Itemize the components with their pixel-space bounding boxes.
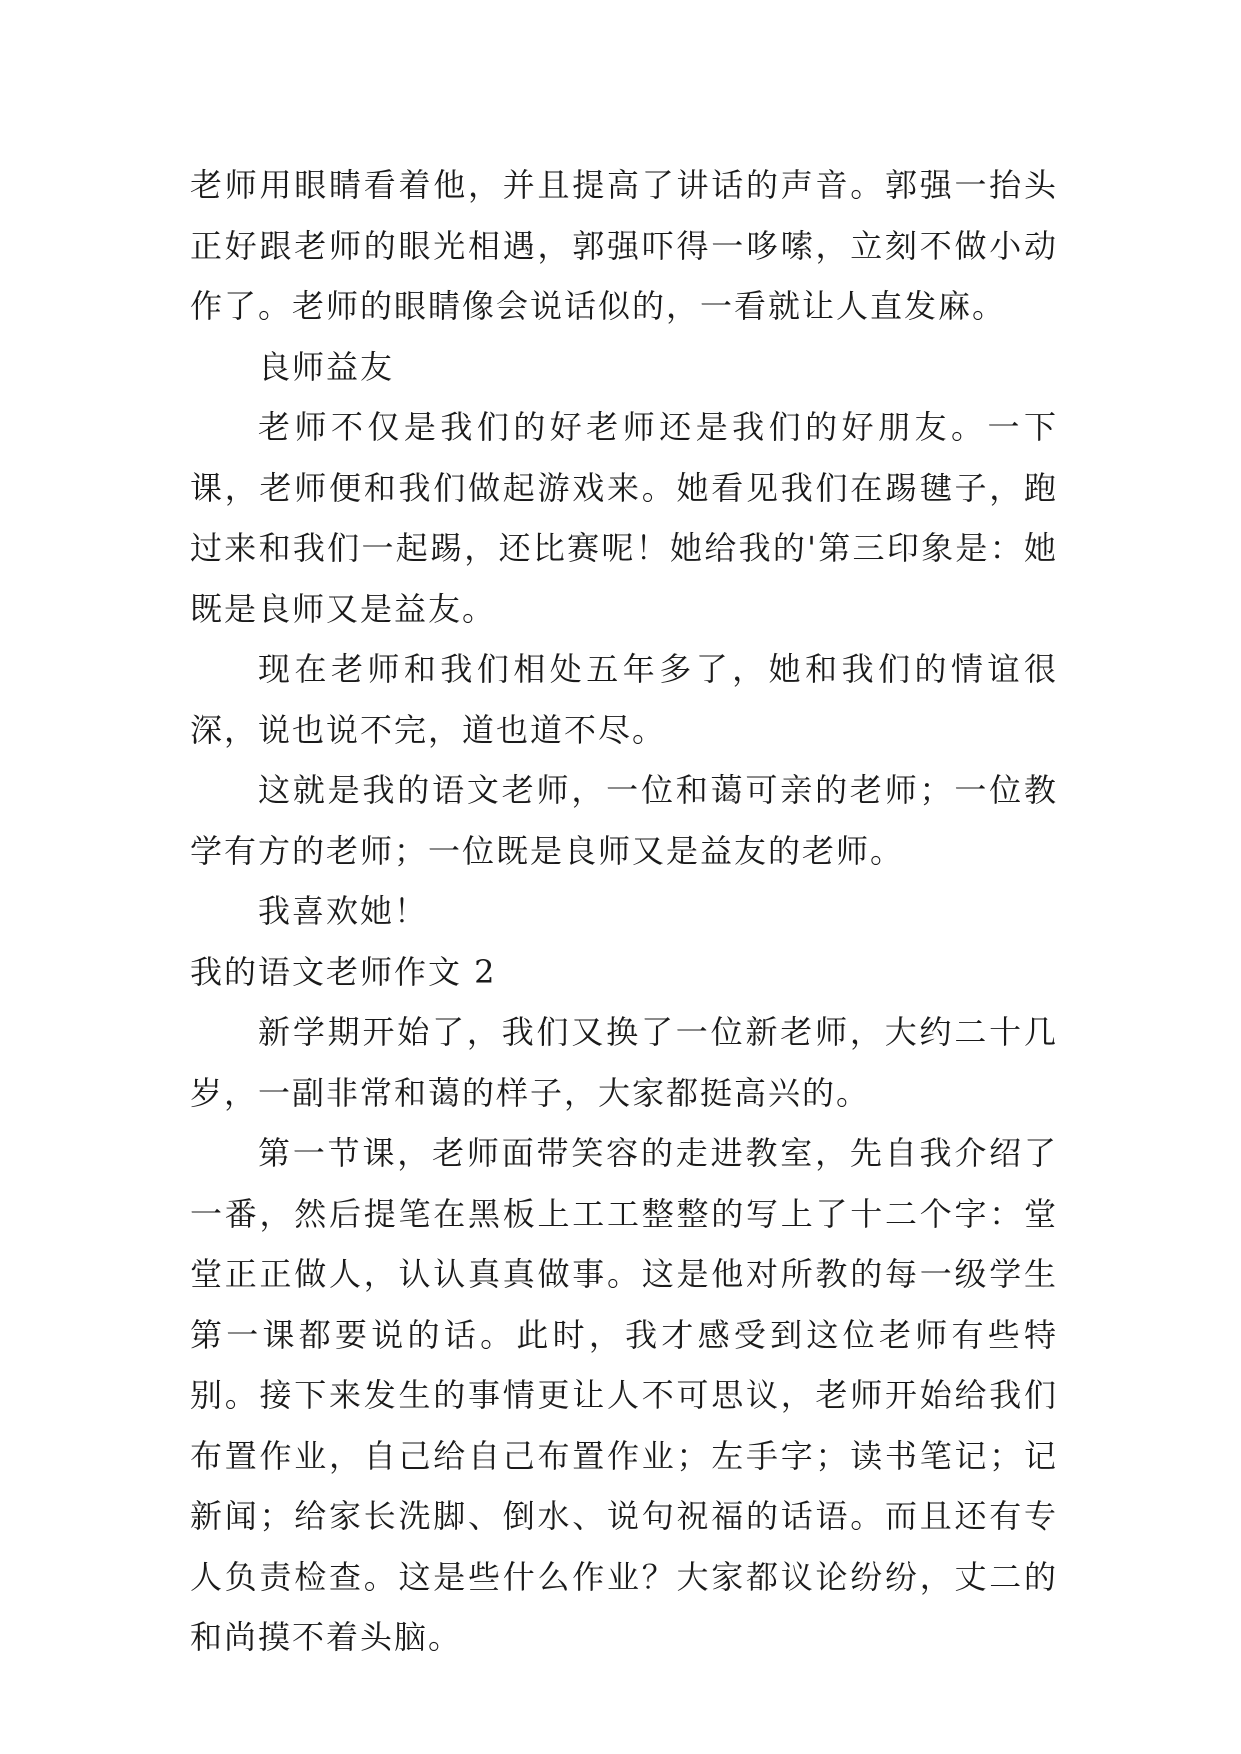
document-page — [190, 155, 1058, 1668]
paragraph-new-semester: 新学期开始了，我们又换了一位新老师，大约二十几岁，一副非常和蔼的样子，大家都挺高兴的。 — [190, 1013, 1058, 1112]
essay-heading-2: 我的语文老师作文 2 — [190, 952, 497, 991]
paragraph-five-years: 现在老师和我们相处五年多了，她和我们的情谊很深，说也说不完，道也道不尽。 — [190, 650, 1058, 749]
paragraph-summary: 这就是我的语文老师，一位和蔼可亲的老师；一位教学有方的老师；一位既是良师又是益友的老师。 — [190, 771, 1058, 870]
paragraph-good-friend: 老师不仅是我们的好老师还是我们的好朋友。一下课，老师便和我们做起游戏来。她看见我们在踢毽子，跑过来和我们一起踢，还比赛呢！她给我的'第三印象是：她既是良师又是益友。 — [190, 408, 1058, 628]
paragraph-first-class: 第一节课，老师面带笑容的走进教室，先自我介绍了一番，然后提笔在黑板上工工整整的写上了十二个字：堂堂正正做人，认认真真做事。这是他对所教的每一级学生第一课都要说的话。此时，我才感受到这位老师有些特别。接下来发生的事情更让人不可思议，老师开始给我们布置作业，自己给自己布置作业；左手字；读书笔记；记新闻；给家长洗脚、倒水、说句祝福的话语。而且还有专人负责检查。这是些什么作业？大家都议论纷纷，丈二的和尚摸不着头脑。 — [190, 1134, 1058, 1656]
paragraph-i-like-her: 我喜欢她！ — [258, 892, 429, 930]
paragraph-teacher-eyes: 老师用眼睛看着他，并且提高了讲话的声音。郭强一抬头正好跟老师的眼光相遇，郭强吓得一哆嗦，立刻不做小动作了。老师的眼睛像会说话似的，一看就让人直发麻。 — [190, 166, 1058, 325]
section-title-good-teacher-friend: 良师益友 — [258, 347, 395, 386]
